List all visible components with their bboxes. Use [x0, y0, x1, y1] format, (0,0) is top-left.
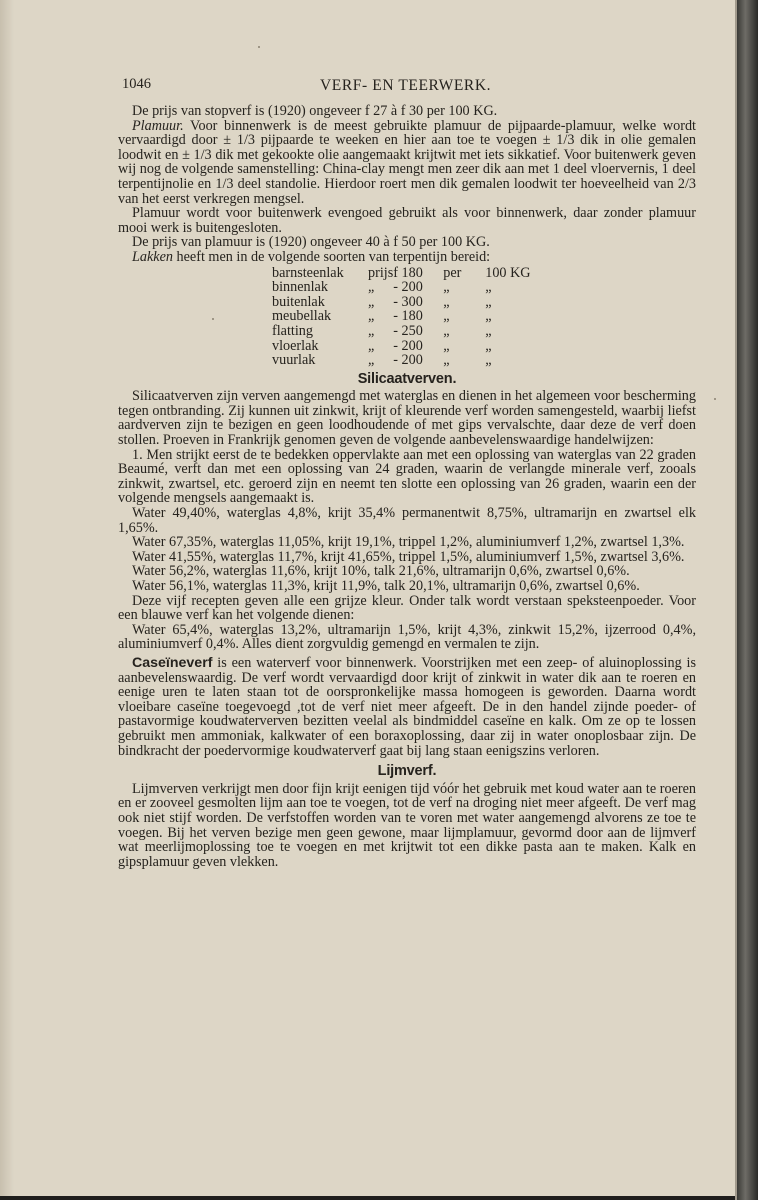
paper-speck [258, 46, 260, 48]
lakken-per: per [443, 264, 462, 281]
lakken-unit: „ [485, 322, 492, 339]
lakken-name: vloerlak [272, 337, 319, 354]
paragraph-silicaat-intro: Silicaatverven zijn verven aangemengd met waterglas en dienen in het algemeen voor bescherming tegen ontbranding. Zij kunnen uit zinkwit, krijt of kleurende verf worden samengesteld, waarbij liefst aardverven zijn te bezigen en geen loodhoudende of met gips vervalschte, daar deze de verf doen stollen. Proeven in Frankrijk genomen geven de volgende aanbevelenswaardige handelwijzen: [118, 388, 696, 449]
paragraph-silicaat-method: 1. Men strijkt eerst de te bedekken oppervlakte aan met een oplossing van waterglas van 22 graden Beaumé, verft dan met een oplossing van 24 graden, waarin de verlangde minerale verf, zooals zinkwit, zwartsel, etc. geroerd zijn en neemt ten slotte een oplossing van 26 graden, waarin een der volgende mengsels aangemaakt is. [118, 446, 696, 507]
lakken-q: „ [368, 308, 375, 325]
lakken-name: flatting [272, 322, 313, 339]
paragraph-lijmverf: Lijmverven verkrijgt men door fijn krijt eenigen tijd vóór het gebruik met koud water aan te roeren en er zooveel gesmolten lijm aan toe te voegen, tot de verf na droging niet meer afgeeft. De verf mag ook niet stijf worden. De verfstoffen worden van te voren met water aangemengd alvorens ze toe te voegen. Bij het verven bezige men geen gewone, maar lijmplamuur, gevormd door aan de lijmverf wat meerlijmoplossing toe te voegen en met krijtwit tot een dikke pasta aan te maken. Kalk en gipsplamuur geven vlekken. [118, 780, 696, 870]
lakken-per: „ [443, 293, 450, 310]
lakken-price: - 200 [393, 279, 423, 296]
plamuur-text: Voor binnenwerk is de meest gebruikte plamuur de pijpaarde-plamuur, welke wordt vervaardigd door ± 1/3 pijpaarde te weeken en hier aan toe te voegen ± 1/3 dik in olie gemalen loodwit en ± 1/3 dik met gekookte olie aangemaakt krijtwit met iets sikkatief. Voor buitenwerk geven wij nog de volgende samenstelling: China-clay mengt men zeer dik aan met 1 deel vloervernis, 1 deel terpentijnolie en 1/3 deel standolie. Hierdoor roert men dik gemalen loodwit ter hoeveelheid van 2/3 van het eerst verkregen mengsel. [118, 117, 696, 207]
recipe-blauw: Water 65,4%, waterglas 13,2%, ultramarijn 1,5%, krijt 4,3%, zinkwit 15,2%, ijzerrood 0,4%, aluminiumverf 0,4%. Alles dient zorgvuldig gemengd en vermalen te zijn. [118, 621, 696, 653]
lakken-q: prijs [368, 264, 394, 281]
book-spine [737, 0, 758, 1200]
lakken-unit: „ [485, 337, 492, 354]
lakken-per: „ [443, 322, 450, 339]
paragraph-plamuur-buitenwerk: Plamuur wordt voor buitenwerk evengoed gebruikt als voor binnenwerk, daar zonder plamuur mooi werk is buitengesloten. [118, 205, 696, 236]
running-head: VERF- EN TEERWERK. [320, 77, 492, 94]
paragraph-stopverf: De prijs van stopverf is (1920) ongeveer f 27 à f 30 per 100 KG. [132, 103, 498, 119]
heading-silicaatverven: Silicaatverven. [357, 370, 457, 387]
lakken-unit: 100 KG [485, 264, 531, 281]
lakken-row [272, 353, 531, 368]
lakken-q: „ [368, 293, 375, 310]
lakken-q: „ [368, 279, 375, 296]
lakken-price: - 300 [393, 293, 423, 310]
heading-lijmverf: Lijmverf. [377, 763, 437, 780]
paragraph-plamuur [118, 119, 696, 207]
lakken-lead: Lakken [132, 248, 173, 265]
caseineverf-text: is een waterverf voor binnenwerk. Voorstrijken met een zeep- of aluinoplossing is aanbevelenswaardig. De verf wordt vervaardigd door krijt of zinkwit in water dik aan te roeren en eenige uren te laten staan tot de oorspronkelijke massa homogeen is geworden. Daarna wordt vloeibare caseïne toegevoegd ,tot de verf niet meer afgeeft. De in den handel zijnde poeder- of pastavormige koudwaterverven bezitten veelal als bindmiddel caseïne en kalk. Om ze op te lossen gebruikt men ammoniak, kalkwater of een boraxoplossing, daar zij in water onoplosbaar zijn. De bindkracht der poedervormige koudwaterverf gaat bij lang staan eenigszins verloren. [118, 654, 696, 759]
paragraph-lakken [118, 250, 696, 265]
lakken-q: „ [368, 322, 375, 339]
lakken-row [272, 280, 531, 295]
recipe-5: Water 56,1%, waterglas 11,3%, krijt 11,9%, talk 20,1%, ultramarijn 0,6%, zwartsel 0,6%. [132, 578, 640, 594]
lakken-price-table [272, 266, 531, 368]
lakken-price: f 180 [393, 264, 423, 281]
paragraph-plamuur-prijs: De prijs van plamuur is (1920) ongeveer 40 à f 50 per 100 KG. [132, 234, 490, 251]
recipe-2: Water 67,35%, waterglas 11,05%, krijt 19,1%, trippel 1,2%, aluminiumverf 1,2%, zwartsel 1,3%. [132, 534, 685, 551]
lakken-price: - 250 [393, 322, 423, 339]
page-number: 1046 [122, 76, 151, 92]
lakken-name: vuurlak [272, 352, 316, 369]
lakken-name: binnenlak [272, 279, 328, 296]
lakken-unit: „ [485, 308, 492, 325]
lakken-row [272, 339, 531, 354]
recipe-4: Water 56,2%, waterglas 11,6%, krijt 10%, talk 21,6%, ultramarijn 0,6%, zwartsel 0,6%. [132, 563, 630, 580]
caseineverf-lead: Caseïneverf [132, 654, 213, 671]
plamuur-lead: Plamuur. [132, 117, 184, 134]
paper-speck [714, 398, 716, 400]
page-gutter-shadow [0, 0, 14, 1196]
lakken-q: „ [368, 337, 375, 354]
lakken-price: - 200 [393, 352, 423, 369]
paragraph-caseineverf [118, 656, 696, 758]
lakken-q: „ [368, 352, 375, 369]
recipe-1: Water 49,40%, waterglas 4,8%, krijt 35,4% permanentwit 8,75%, ultramarijn en zwartsel elk 1,65%. [118, 505, 696, 536]
lakken-row [272, 266, 531, 281]
lakken-per: „ [443, 279, 450, 296]
lakken-name: meubellak [272, 308, 332, 325]
lakken-row [272, 324, 531, 339]
lakken-name: buitenlak [272, 293, 325, 310]
lakken-row [272, 309, 531, 324]
recipe-3: Water 41,55%, waterglas 11,7%, krijt 41,65%, trippel 1,5%, aluminiumverf 1,5%, zwartsel 3,6%. [132, 548, 685, 565]
lakken-row [272, 295, 531, 310]
lakken-per: „ [443, 308, 450, 325]
page-body [118, 104, 696, 869]
lakken-unit: „ [485, 352, 492, 369]
lakken-unit: „ [485, 293, 492, 310]
lakken-price: - 180 [393, 308, 423, 325]
lakken-per: „ [443, 352, 450, 369]
lakken-per: „ [443, 337, 450, 354]
paragraph-grijze-kleur: Deze vijf recepten geven alle een grijze kleur. Onder talk wordt verstaan speksteenpoeder. Voor een blauwe verf kan het volgende dienen: [118, 592, 696, 624]
lakken-price: - 200 [393, 337, 423, 354]
lakken-text: heeft men in de volgende soorten van terpentijn bereid: [172, 248, 491, 265]
lakken-name: barnsteenlak [272, 264, 344, 281]
lakken-unit: „ [485, 279, 492, 296]
